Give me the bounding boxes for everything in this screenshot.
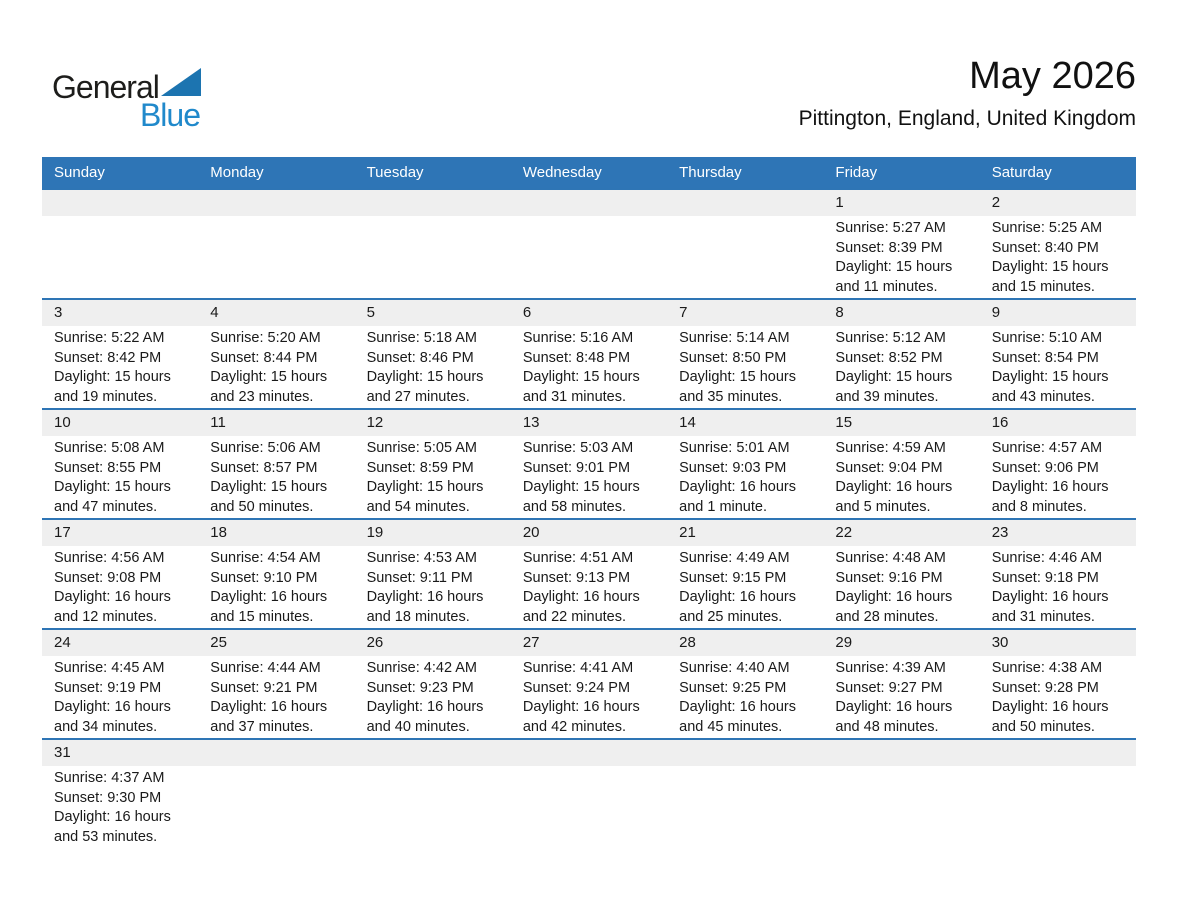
day-details [823, 766, 979, 769]
day-number: 21 [667, 520, 823, 546]
daylight-text-line1: Daylight: 16 hours [522, 699, 640, 715]
sunrise-text: Sunrise: 5:16 AM [522, 330, 634, 346]
daylight-text-line2: and 34 minutes. [54, 718, 158, 735]
sunset-text: Sunset: 9:10 PM [210, 569, 318, 586]
daylight-text-line1: Daylight: 15 hours [366, 369, 484, 385]
day-details [198, 656, 354, 737]
day-cell-empty [355, 190, 511, 298]
week-row-6 [42, 738, 1136, 848]
week-row-2 [42, 298, 1136, 408]
day-details [42, 216, 198, 219]
daylight-text-line1: Daylight: 16 hours [679, 699, 796, 715]
sunrise-text: Sunrise: 4:46 AM [991, 550, 1103, 566]
day-cell-empty [198, 190, 354, 298]
daylight-text-line2: and 40 minutes. [366, 718, 470, 735]
day-cell-30 [980, 630, 1136, 738]
day-cell-9 [980, 300, 1136, 408]
day-number: 10 [42, 410, 198, 436]
day-cell-11 [198, 410, 354, 518]
day-number: 16 [980, 410, 1136, 436]
day-details [667, 326, 823, 407]
day-number: 8 [823, 300, 979, 326]
sunset-text: Sunset: 9:28 PM [991, 679, 1099, 696]
day-cell-2 [980, 190, 1136, 298]
day-details [355, 216, 511, 219]
sunrise-text: Sunrise: 4:45 AM [54, 660, 165, 676]
day-cell-25 [198, 630, 354, 738]
daylight-text-line2: and 28 minutes. [835, 608, 939, 625]
day-details [42, 546, 198, 627]
daylight-text-line1: Daylight: 15 hours [522, 479, 640, 495]
sunset-text: Sunset: 8:59 PM [366, 459, 474, 476]
daylight-text-line1: Daylight: 15 hours [210, 479, 328, 495]
daylight-text-line2: and 8 minutes. [991, 498, 1087, 515]
daylight-text-line1: Daylight: 15 hours [54, 369, 171, 385]
day-details [198, 326, 354, 407]
sunrise-text: Sunrise: 4:56 AM [54, 550, 165, 566]
day-cell-empty [198, 740, 354, 848]
sunset-text: Sunset: 9:01 PM [522, 459, 631, 476]
sunrise-text: Sunrise: 5:27 AM [835, 220, 946, 236]
day-details [667, 546, 823, 627]
daylight-text-line1: Daylight: 16 hours [991, 589, 1109, 605]
day-details [511, 326, 667, 407]
day-number [355, 190, 511, 216]
day-details [823, 436, 979, 517]
sunset-text: Sunset: 8:39 PM [835, 239, 943, 256]
day-cell-8 [823, 300, 979, 408]
week-row-1 [42, 188, 1136, 298]
day-cell-5 [355, 300, 511, 408]
daylight-text-line1: Daylight: 16 hours [835, 479, 953, 495]
day-number: 9 [980, 300, 1136, 326]
day-number: 13 [511, 410, 667, 436]
day-number: 7 [667, 300, 823, 326]
day-details [511, 436, 667, 517]
weekday-header-saturday: Saturday [991, 164, 1052, 181]
sunset-text: Sunset: 8:48 PM [522, 349, 631, 366]
daylight-text-line1: Daylight: 16 hours [835, 699, 953, 715]
day-cell-1 [823, 190, 979, 298]
day-cell-27 [511, 630, 667, 738]
daylight-text-line2: and 18 minutes. [366, 608, 470, 625]
weekday-header-friday: Friday [835, 164, 878, 181]
day-cell-15 [823, 410, 979, 518]
day-details [355, 656, 511, 737]
page-subtitle: Pittington, England, United Kingdom [798, 106, 1136, 130]
day-number [198, 190, 354, 216]
daylight-text-line2: and 50 minutes. [210, 498, 314, 515]
week-row-5 [42, 628, 1136, 738]
daylight-text-line1: Daylight: 16 hours [54, 589, 171, 605]
daylight-text-line1: Daylight: 16 hours [991, 479, 1109, 495]
day-number [980, 740, 1136, 766]
day-details [511, 766, 667, 769]
general-blue-logo [52, 66, 202, 131]
daylight-text-line2: and 19 minutes. [54, 388, 158, 405]
daylight-text-line2: and 45 minutes. [679, 718, 783, 735]
day-details [511, 546, 667, 627]
day-number: 27 [511, 630, 667, 656]
logo-word-general: General [52, 69, 159, 105]
day-number: 18 [198, 520, 354, 546]
day-cell-28 [667, 630, 823, 738]
day-number [511, 190, 667, 216]
day-number: 14 [667, 410, 823, 436]
sunset-text: Sunset: 8:52 PM [835, 349, 943, 366]
day-details [980, 766, 1136, 769]
sunrise-text: Sunrise: 4:57 AM [991, 440, 1103, 456]
day-number: 25 [198, 630, 354, 656]
day-number [667, 190, 823, 216]
day-number: 22 [823, 520, 979, 546]
day-cell-21 [667, 520, 823, 628]
title-block [799, 56, 1136, 131]
daylight-text-line1: Daylight: 16 hours [210, 699, 328, 715]
sunset-text: Sunset: 9:13 PM [522, 569, 631, 586]
day-details [823, 326, 979, 407]
daylight-text-line1: Daylight: 16 hours [54, 809, 171, 825]
daylight-text-line1: Daylight: 15 hours [522, 369, 640, 385]
sunset-text: Sunset: 8:55 PM [54, 459, 162, 476]
day-number: 30 [980, 630, 1136, 656]
sunrise-text: Sunrise: 5:03 AM [522, 440, 634, 456]
day-cell-7 [667, 300, 823, 408]
day-details [980, 326, 1136, 407]
sunset-text: Sunset: 8:54 PM [991, 349, 1099, 366]
day-number: 31 [42, 740, 198, 766]
daylight-text-line1: Daylight: 16 hours [679, 589, 796, 605]
sunrise-text: Sunrise: 4:53 AM [366, 550, 477, 566]
daylight-text-line1: Daylight: 16 hours [679, 479, 796, 495]
weekday-header-monday: Monday [210, 164, 264, 181]
day-number: 1 [823, 190, 979, 216]
sunset-text: Sunset: 9:24 PM [522, 679, 631, 696]
daylight-text-line1: Daylight: 15 hours [835, 369, 953, 385]
page-title: May 2026 [969, 55, 1136, 97]
day-number: 24 [42, 630, 198, 656]
daylight-text-line1: Daylight: 15 hours [366, 479, 484, 495]
sunrise-text: Sunrise: 5:14 AM [679, 330, 790, 346]
daylight-text-line2: and 31 minutes. [991, 608, 1095, 625]
day-cell-empty [667, 190, 823, 298]
daylight-text-line2: and 11 minutes. [835, 278, 938, 295]
sunset-text: Sunset: 9:30 PM [54, 789, 162, 806]
daylight-text-line2: and 37 minutes. [210, 718, 314, 735]
daylight-text-line2: and 43 minutes. [991, 388, 1095, 405]
day-cell-6 [511, 300, 667, 408]
daylight-text-line2: and 12 minutes. [54, 608, 158, 625]
sunset-text: Sunset: 9:23 PM [366, 679, 474, 696]
weekday-header-wednesday: Wednesday [522, 164, 602, 181]
day-number: 12 [355, 410, 511, 436]
day-number [511, 740, 667, 766]
sunset-text: Sunset: 9:15 PM [679, 569, 787, 586]
daylight-text-line1: Daylight: 16 hours [210, 589, 328, 605]
sunrise-text: Sunrise: 5:25 AM [991, 220, 1103, 236]
day-number: 2 [980, 190, 1136, 216]
sunset-text: Sunset: 8:44 PM [210, 349, 318, 366]
sunrise-text: Sunrise: 4:42 AM [366, 660, 477, 676]
daylight-text-line2: and 15 minutes. [991, 278, 1095, 295]
day-details [823, 656, 979, 737]
daylight-text-line2: and 27 minutes. [366, 388, 470, 405]
daylight-text-line1: Daylight: 15 hours [210, 369, 328, 385]
sunrise-text: Sunrise: 5:05 AM [366, 440, 477, 456]
day-details [198, 436, 354, 517]
day-details [42, 436, 198, 517]
day-details [823, 546, 979, 627]
day-cell-14 [667, 410, 823, 518]
daylight-text-line1: Daylight: 15 hours [835, 259, 953, 275]
daylight-text-line2: and 42 minutes. [522, 718, 627, 735]
daylight-text-line2: and 1 minute. [679, 498, 767, 515]
day-details [198, 216, 354, 219]
day-cell-empty [355, 740, 511, 848]
day-details [980, 656, 1136, 737]
daylight-text-line1: Daylight: 16 hours [991, 699, 1109, 715]
sunset-text: Sunset: 9:18 PM [991, 569, 1099, 586]
sunrise-text: Sunrise: 4:38 AM [991, 660, 1103, 676]
daylight-text-line2: and 5 minutes. [835, 498, 931, 515]
sunset-text: Sunset: 8:42 PM [54, 349, 162, 366]
day-cell-26 [355, 630, 511, 738]
sunset-text: Sunset: 9:04 PM [835, 459, 943, 476]
sunrise-text: Sunrise: 4:41 AM [522, 660, 634, 676]
sunrise-text: Sunrise: 4:48 AM [835, 550, 946, 566]
sunrise-text: Sunrise: 4:49 AM [679, 550, 790, 566]
sunset-text: Sunset: 9:11 PM [366, 569, 473, 586]
sunset-text: Sunset: 9:21 PM [210, 679, 318, 696]
daylight-text-line2: and 25 minutes. [679, 608, 783, 625]
daylight-text-line1: Daylight: 16 hours [522, 589, 640, 605]
sunrise-text: Sunrise: 5:18 AM [366, 330, 477, 346]
day-details [355, 436, 511, 517]
day-number: 15 [823, 410, 979, 436]
day-details [667, 436, 823, 517]
sunset-text: Sunset: 9:08 PM [54, 569, 162, 586]
day-number [42, 190, 198, 216]
daylight-text-line1: Daylight: 16 hours [366, 699, 484, 715]
day-details [355, 326, 511, 407]
day-cell-18 [198, 520, 354, 628]
weekday-header-row [42, 157, 1136, 188]
daylight-text-line2: and 58 minutes. [522, 498, 627, 515]
day-cell-empty [980, 740, 1136, 848]
day-cell-16 [980, 410, 1136, 518]
day-details [42, 326, 198, 407]
day-details [355, 766, 511, 769]
day-details [42, 656, 198, 737]
daylight-text-line1: Daylight: 15 hours [991, 259, 1109, 275]
day-number: 17 [42, 520, 198, 546]
day-details [980, 216, 1136, 297]
sunset-text: Sunset: 8:57 PM [210, 459, 318, 476]
sunrise-text: Sunrise: 4:54 AM [210, 550, 321, 566]
weekday-header-sunday: Sunday [54, 164, 105, 181]
day-number: 3 [42, 300, 198, 326]
daylight-text-line1: Daylight: 16 hours [366, 589, 484, 605]
sunrise-text: Sunrise: 4:59 AM [835, 440, 946, 456]
sunset-text: Sunset: 9:27 PM [835, 679, 943, 696]
sunset-text: Sunset: 8:46 PM [366, 349, 474, 366]
daylight-text-line2: and 48 minutes. [835, 718, 939, 735]
sunset-text: Sunset: 9:16 PM [835, 569, 943, 586]
sunrise-text: Sunrise: 5:08 AM [54, 440, 165, 456]
day-cell-empty [42, 190, 198, 298]
day-cell-10 [42, 410, 198, 518]
sunrise-text: Sunrise: 5:06 AM [210, 440, 321, 456]
day-cell-12 [355, 410, 511, 518]
sunrise-text: Sunrise: 4:44 AM [210, 660, 321, 676]
daylight-text-line2: and 54 minutes. [366, 498, 470, 515]
day-details [355, 546, 511, 627]
day-cell-17 [42, 520, 198, 628]
daylight-text-line2: and 47 minutes. [54, 498, 158, 515]
sunrise-text: Sunrise: 4:40 AM [679, 660, 790, 676]
daylight-text-line2: and 23 minutes. [210, 388, 314, 405]
logo-triangle-icon [161, 66, 201, 101]
day-number: 23 [980, 520, 1136, 546]
day-details [980, 546, 1136, 627]
daylight-text-line2: and 35 minutes. [679, 388, 783, 405]
daylight-text-line2: and 15 minutes. [210, 608, 314, 625]
day-details [980, 436, 1136, 517]
day-details [667, 656, 823, 737]
sunset-text: Sunset: 9:06 PM [991, 459, 1099, 476]
day-number: 28 [667, 630, 823, 656]
day-details [667, 766, 823, 769]
weekday-header-tuesday: Tuesday [366, 164, 424, 181]
day-number [198, 740, 354, 766]
sunrise-text: Sunrise: 4:37 AM [54, 770, 165, 786]
day-cell-empty [511, 190, 667, 298]
daylight-text-line2: and 31 minutes. [522, 388, 627, 405]
day-cell-20 [511, 520, 667, 628]
day-cell-13 [511, 410, 667, 518]
day-cell-4 [198, 300, 354, 408]
sunrise-text: Sunrise: 5:12 AM [835, 330, 946, 346]
daylight-text-line2: and 22 minutes. [522, 608, 627, 625]
daylight-text-line1: Daylight: 15 hours [679, 369, 796, 385]
sunset-text: Sunset: 9:19 PM [54, 679, 162, 696]
day-number: 11 [198, 410, 354, 436]
daylight-text-line2: and 50 minutes. [991, 718, 1095, 735]
day-number: 26 [355, 630, 511, 656]
daylight-text-line1: Daylight: 15 hours [991, 369, 1109, 385]
day-number [823, 740, 979, 766]
day-number: 6 [511, 300, 667, 326]
sunrise-text: Sunrise: 5:10 AM [991, 330, 1103, 346]
week-row-4 [42, 518, 1136, 628]
daylight-text-line1: Daylight: 16 hours [54, 699, 171, 715]
day-cell-empty [823, 740, 979, 848]
sunset-text: Sunset: 9:25 PM [679, 679, 787, 696]
day-number: 29 [823, 630, 979, 656]
sunrise-text: Sunrise: 5:22 AM [54, 330, 165, 346]
sunrise-text: Sunrise: 4:51 AM [522, 550, 634, 566]
day-number: 19 [355, 520, 511, 546]
weekday-header-thursday: Thursday [679, 164, 742, 181]
day-number: 4 [198, 300, 354, 326]
daylight-text-line2: and 39 minutes. [835, 388, 939, 405]
day-details [198, 766, 354, 769]
sunrise-text: Sunrise: 5:01 AM [679, 440, 790, 456]
day-number: 20 [511, 520, 667, 546]
day-details [42, 766, 198, 847]
sunset-text: Sunset: 9:03 PM [679, 459, 787, 476]
day-cell-19 [355, 520, 511, 628]
day-cell-31 [42, 740, 198, 848]
day-cell-24 [42, 630, 198, 738]
sunset-text: Sunset: 8:40 PM [991, 239, 1099, 256]
day-cell-3 [42, 300, 198, 408]
sunset-text: Sunset: 8:50 PM [679, 349, 787, 366]
day-number [355, 740, 511, 766]
day-cell-empty [511, 740, 667, 848]
day-number: 5 [355, 300, 511, 326]
day-cell-23 [980, 520, 1136, 628]
day-cell-22 [823, 520, 979, 628]
calendar-grid [42, 188, 1136, 848]
daylight-text-line2: and 53 minutes. [54, 828, 158, 845]
week-row-3 [42, 408, 1136, 518]
daylight-text-line1: Daylight: 15 hours [54, 479, 171, 495]
daylight-text-line1: Daylight: 16 hours [835, 589, 953, 605]
day-details [511, 656, 667, 737]
day-number [667, 740, 823, 766]
calendar-table [42, 157, 1136, 848]
day-details [667, 216, 823, 219]
day-details [198, 546, 354, 627]
day-details [823, 216, 979, 297]
logo-word-blue: Blue [139, 97, 200, 133]
day-details [511, 216, 667, 219]
sunrise-text: Sunrise: 4:39 AM [835, 660, 946, 676]
day-cell-empty [667, 740, 823, 848]
sunrise-text: Sunrise: 5:20 AM [210, 330, 321, 346]
day-cell-29 [823, 630, 979, 738]
